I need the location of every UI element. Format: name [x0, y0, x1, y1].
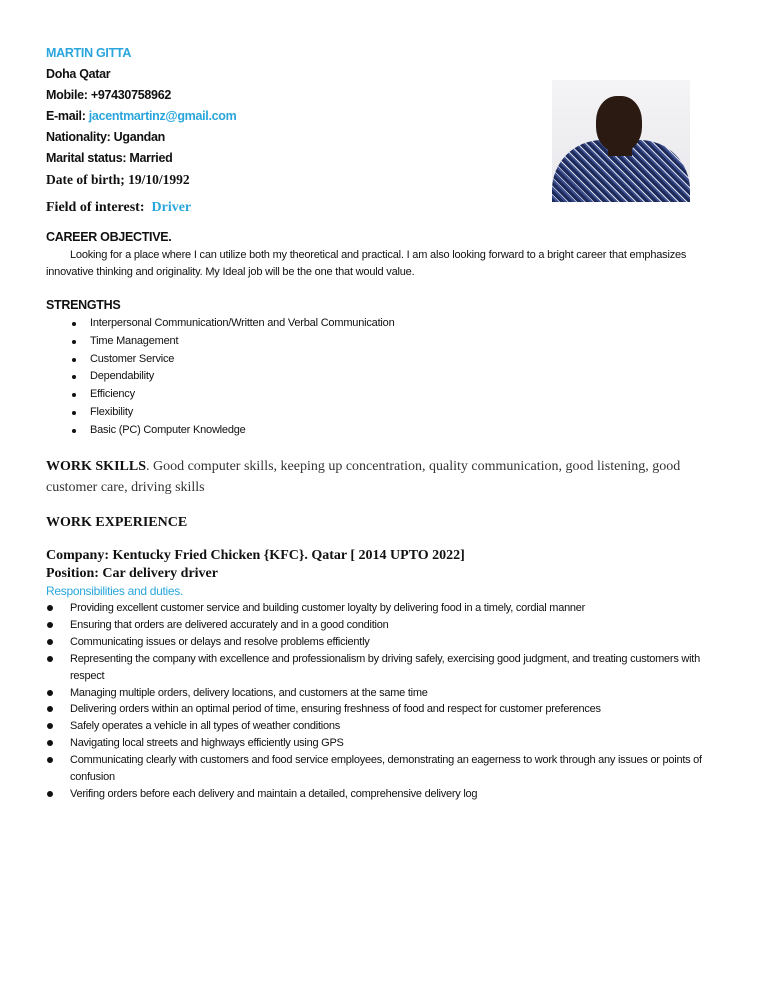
list-item: Flexibility — [46, 404, 395, 422]
strengths-heading: STRENGTHS — [46, 298, 121, 312]
list-item: Interpersonal Communication/Written and Verbal Communication — [46, 315, 395, 333]
list-item: Communicating clearly with customers and food service employees, demonstrating an eagerness to work through any issues or points of confusion — [44, 752, 734, 786]
field-of-interest — [46, 200, 191, 216]
profile-photo — [552, 80, 690, 202]
list-item: Dependability — [46, 368, 395, 386]
strengths-list — [46, 315, 395, 440]
career-objective-heading: CAREER OBJECTIVE. — [46, 230, 172, 244]
list-item: Verifing orders before each delivery and maintain a detailed, comprehensive delivery log — [44, 786, 734, 803]
location: Doha Qatar — [46, 67, 111, 81]
list-item: Customer Service — [46, 351, 395, 369]
list-item: Safely operates a vehicle in all types of weather conditions — [44, 718, 734, 735]
company: Company: Kentucky Fried Chicken {KFC}. Qatar [ 2014 UPTO 2022] — [46, 548, 465, 563]
work-experience-heading: WORK EXPERIENCE — [46, 515, 188, 530]
email-label: E-mail: — [46, 109, 89, 123]
mobile-line — [46, 85, 236, 106]
nationality: Nationality: Ugandan — [46, 130, 166, 144]
duties-list — [44, 600, 734, 803]
candidate-name: MARTIN GITTA — [46, 46, 132, 60]
duties-heading: Responsibilities and duties. — [46, 584, 184, 598]
list-item: Representing the company with excellence and professionalism by driving safely, exercising good judgment, and treating customers with respect — [44, 651, 734, 685]
mobile-number: +97430758962 — [90, 88, 171, 102]
email-line — [46, 106, 236, 127]
work-skills — [46, 456, 726, 498]
list-item: Communicating issues or delays and resolve problems efficiently — [44, 634, 734, 651]
work-skills-text: . Good computer skills, keeping up concentration, quality communication, good listening, good customer care, driving skills — [46, 459, 681, 495]
field-value: Driver — [151, 200, 192, 215]
personal-info — [46, 43, 236, 190]
list-item: Providing excellent customer service and building customer loyalty by delivering food in a timely, cordial manner — [44, 600, 734, 617]
list-item: Basic (PC) Computer Knowledge — [46, 422, 395, 440]
work-skills-heading: WORK SKILLS — [46, 459, 146, 474]
list-item: Ensuring that orders are delivered accurately and in a good condition — [44, 617, 734, 634]
list-item: Efficiency — [46, 386, 395, 404]
list-item: Navigating local streets and highways efficiently using GPS — [44, 735, 734, 752]
list-item: Managing multiple orders, delivery locations, and customers at the same time — [44, 685, 734, 702]
mobile-label: Mobile: — [46, 88, 91, 102]
marital-status: Marital status: Married — [46, 151, 173, 165]
email-link[interactable]: jacentmartinz@gmail.com — [88, 109, 237, 123]
list-item: Delivering orders within an optimal period of time, ensuring freshness of food and respect for customer preferences — [44, 701, 734, 718]
career-objective-text: Looking for a place where I can utilize both my theoretical and practical. I am also looking forward to a bright career that emphasizes innovative thinking and originality. My Ideal job will be the one that would value. — [46, 249, 687, 278]
field-label: Field of interest: — [46, 200, 145, 215]
position: Position: Car delivery driver — [46, 566, 218, 581]
list-item: Time Management — [46, 333, 395, 351]
date-of-birth: Date of birth; 19/10/1992 — [46, 172, 190, 187]
job-entry — [46, 547, 465, 583]
